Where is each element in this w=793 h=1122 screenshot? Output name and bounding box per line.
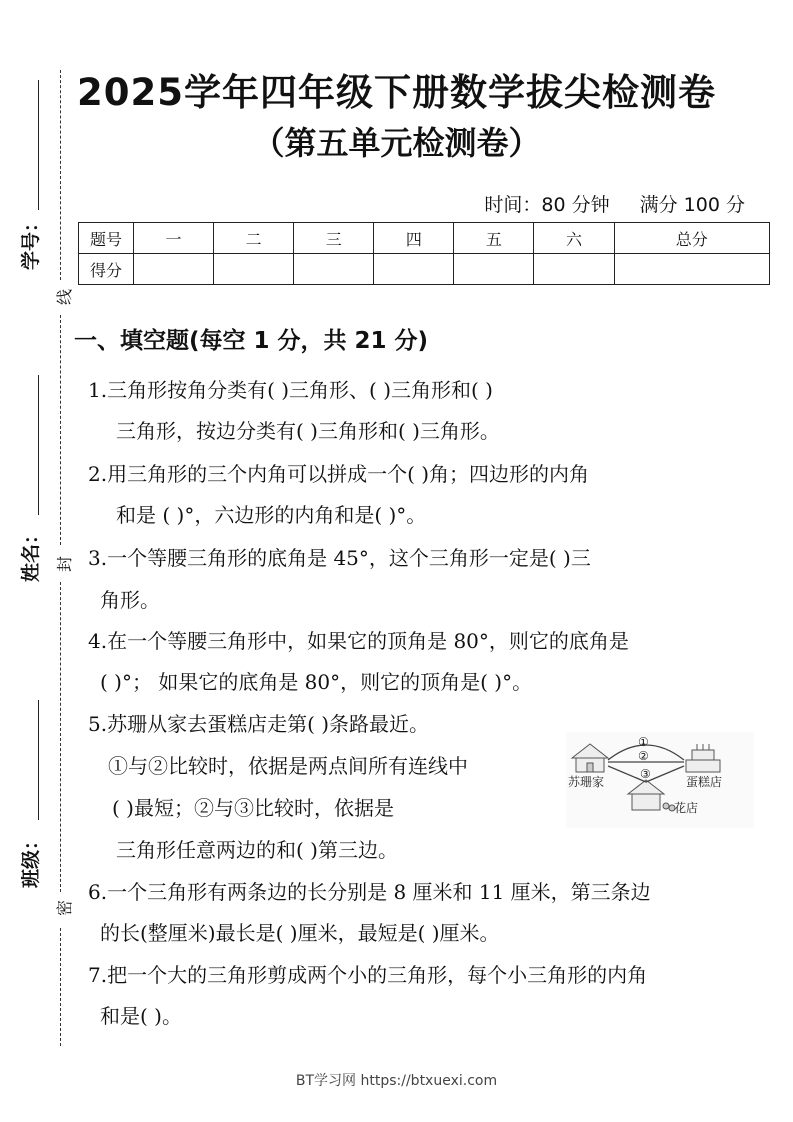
score-input-cell[interactable] [294, 254, 374, 285]
question-6-line-1: 6.一个三角形有两条边的长分别是 8 厘米和 11 厘米，第三条边 [88, 880, 651, 904]
exam-full-score: 满分 100 分 [639, 194, 745, 216]
class-underline [38, 700, 39, 820]
question-6-line-2: 的长(整厘米)最长是( )厘米，最短是( )厘米。 [100, 921, 500, 945]
footer-watermark: BT学习网 https://btxuexi.com [295, 1073, 498, 1089]
cake-shop-label: 蛋糕店 [686, 775, 723, 789]
question-5-line-2: ①与②比较时，依据是两点间所有连线中 [108, 754, 468, 778]
cut-line-low [60, 582, 61, 892]
score-input-cell[interactable] [534, 254, 614, 285]
score-cell: 四 [374, 223, 454, 254]
route-2-label: ② [638, 749, 649, 763]
route-3-label: ③ [640, 767, 651, 781]
home-label: 苏珊家 [568, 775, 605, 789]
name-underline [38, 375, 39, 515]
score-cell: 六 [534, 223, 614, 254]
cut-mark-xian: 线 [55, 288, 74, 305]
cut-mark-mi: 密 [55, 899, 74, 916]
name-label: 姓名： [20, 524, 42, 582]
question-2-line-2: 和是 ( )°，六边形的内角和是( )°。 [116, 503, 427, 527]
flower-shop-label: 花店 [674, 801, 699, 815]
score-input-cell[interactable] [134, 254, 214, 285]
class-label: 班级： [20, 830, 42, 888]
score-table-header-row [79, 223, 770, 254]
score-table [78, 222, 770, 285]
score-cell: 五 [454, 223, 534, 254]
score-cell: 三 [294, 223, 374, 254]
score-cell: 二 [214, 223, 294, 254]
score-cell: 得分 [79, 254, 134, 285]
exam-meta [460, 190, 745, 217]
question-7-line-2: 和是( )。 [100, 1004, 182, 1028]
score-input-cell[interactable] [214, 254, 294, 285]
student-id-label: 学号： [20, 212, 42, 270]
score-input-cell[interactable] [374, 254, 454, 285]
score-cell: 总分 [614, 223, 769, 254]
page-title: 2025学年四年级下册数学拔尖检测卷 [77, 71, 716, 114]
question-4-line-1: 4.在一个等腰三角形中，如果它的顶角是 80°，则它的底角是 [88, 629, 629, 653]
question-2-line-1: 2.用三角形的三个内角可以拼成一个( )角；四边形的内角 [88, 462, 590, 486]
question-3-line-1: 3.一个等腰三角形的底角是 45°，这个三角形一定是( )三 [88, 546, 591, 570]
question-1-line-1: 1.三角形按角分类有( )三角形、( )三角形和( ) [88, 378, 493, 402]
cut-line-bottom [60, 928, 61, 1046]
question-5-line-1: 5.苏珊从家去蛋糕店走第( )条路最近。 [88, 712, 430, 736]
question-5-line-4: 三角形任意两边的和( )第三边。 [116, 838, 398, 862]
score-cell: 题号 [79, 223, 134, 254]
question-7-line-1: 7.把一个大的三角形剪成两个小的三角形，每个小三角形的内角 [88, 963, 648, 987]
section-heading: 一、填空题(每空 1 分，共 21 分) [74, 328, 429, 354]
score-cell: 一 [134, 223, 214, 254]
question-3-line-2: 角形。 [100, 588, 160, 612]
score-table-score-row [79, 254, 770, 285]
question-1-line-2: 三角形，按边分类有( )三角形和( )三角形。 [116, 419, 500, 443]
route-figure-svg [566, 732, 754, 828]
page-subtitle: （第五单元检测卷） [252, 124, 541, 162]
route-1-label: ① [638, 735, 649, 749]
score-input-cell[interactable] [614, 254, 769, 285]
cut-line-mid [60, 315, 61, 545]
score-input-cell[interactable] [454, 254, 534, 285]
question-5-line-3: ( )最短；②与③比较时，依据是 [112, 796, 394, 820]
question-4-line-2: ( )°； 如果它的底角是 80°，则它的顶角是( )°。 [100, 670, 533, 694]
cut-mark-feng: 封 [55, 555, 74, 572]
exam-time: 时间：80 分钟 [484, 194, 610, 216]
route-figure [566, 732, 754, 828]
